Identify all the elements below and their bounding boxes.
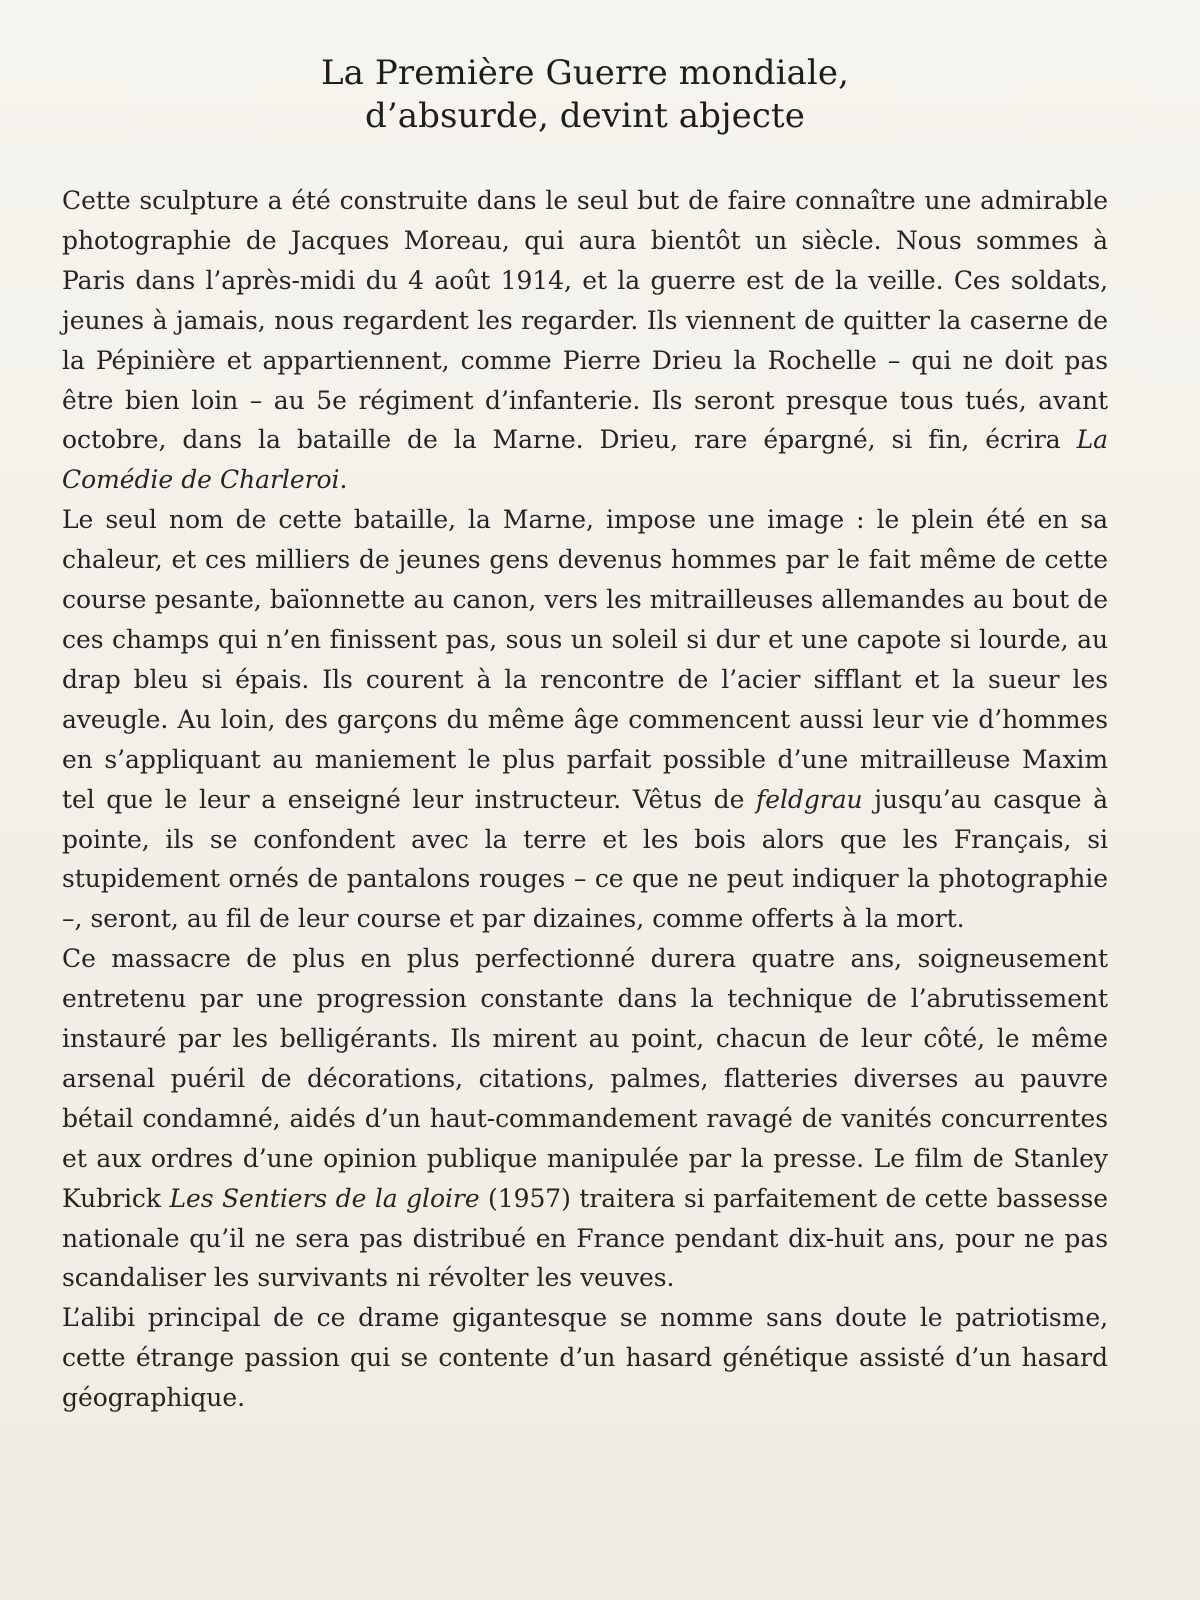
paragraph-2-end: jusqu’au casque à pointe, ils se confondent avec la terre et les bois alors que les Français, si stupidement ornés de pantalons rouges – ce que ne peut indiquer la photographie –, seront, au fil de leur course et par dizaines, comme offerts à la mort. (62, 784, 1109, 934)
title-line-2: d’absurde, devint abjecte (364, 96, 806, 136)
book-title-italic: La Comédie de Charleroi (62, 425, 1108, 495)
paragraph-1-text: Cette sculpture a été construite dans le seul but de faire connaître une admirable photographie de Jacques Moreau, qui aura bientôt un siècle. Nous sommes à Paris dans l’après-midi du 4 août 1914, et la guerre est de la veille. Ces soldats, jeunes à jamais, nous regardent les regarder. Ils viennent de quitter la caserne de la Pépinière et appartiennent, comme Pierre Drieu la Rochelle – qui ne doit pas être bien loin – au 5e régiment d’infanterie. Ils seront presque tous tués, avant octobre, dans la bataille de la Marne. Drieu, rare épargné, si fin, écrira (62, 186, 1108, 455)
paragraph-1-end: . (339, 465, 348, 495)
paragraph-2 (62, 500, 1108, 939)
feldgrau-italic: feldgrau (756, 784, 863, 814)
paragraph-4: L’alibi principal de ce drame gigantesque se nomme sans doute le patriotisme, cette étrange passion qui se contente d’un hasard génétique assisté d’un hasard géographique. (62, 1303, 1108, 1413)
paragraph-3-end: (1957) traitera si parfaitement de cette bassesse nationale qu’il ne sera pas distribué en France pendant dix-huit ans, pour ne pas scandaliser les survivants ni révolter les veuves. (62, 1183, 1108, 1293)
paragraph-3 (62, 939, 1108, 1298)
paragraph-1 (62, 181, 1108, 500)
page-title (62, 52, 1108, 138)
film-title-italic: Les Sentiers de la gloire (169, 1183, 480, 1213)
title-line-1: La Première Guerre mondiale, (320, 53, 850, 93)
body-text (62, 181, 1108, 1418)
paragraph-2-text: Le seul nom de cette bataille, la Marne, impose une image : le plein été en sa chaleur, et ces milliers de jeunes gens devenus hommes par le fait même de cette course pesante, baïonnette au canon, vers les mitrailleuses allemandes au bout de ces champs qui n’en finissent pas, sous un soleil si dur et une capote si lourde, au drap bleu si épais. Ils courent à la rencontre de l’acier sifflant et la sueur les aveugle. Au loin, des garçons du même âge commencent aussi leur vie d’hommes en s’appliquant au maniement le plus parfait possible d’une mitrailleuse Maxim tel que le leur a enseigné leur instructeur. Vêtus de (62, 505, 1108, 814)
paragraph-3-text: Ce massacre de plus en plus perfectionné durera quatre ans, soigneusement entretenu par une progression constante dans la technique de l’abrutissement instauré par les belligérants. Ils mirent au point, chacun de leur côté, le même arsenal puéril de décorations, citations, palmes, flatteries diverses au pauvre bétail condamné, aidés d’un haut-commandement ravagé de vanités concurrentes et aux ordres d’une opinion publique manipulée par la presse. Le film de Stanley Kubrick (62, 944, 1108, 1213)
